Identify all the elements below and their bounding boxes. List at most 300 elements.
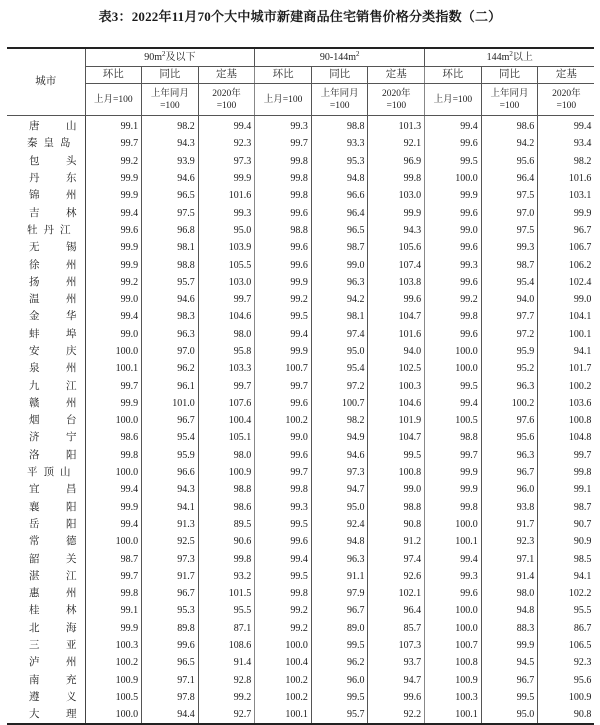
index-value: 99.6 bbox=[255, 239, 312, 256]
city-name: 锦州 bbox=[7, 187, 85, 204]
index-value: 99.6 bbox=[255, 256, 312, 273]
index-value: 95.8 bbox=[198, 343, 255, 360]
index-value: 87.1 bbox=[198, 620, 255, 637]
index-value: 104.7 bbox=[368, 308, 425, 325]
index-value: 96.4 bbox=[481, 170, 538, 187]
index-value: 100.2 bbox=[255, 412, 312, 429]
index-value: 97.3 bbox=[198, 153, 255, 170]
index-value: 95.0 bbox=[481, 706, 538, 724]
index-value: 98.6 bbox=[198, 499, 255, 516]
index-value: 99.0 bbox=[573, 294, 592, 306]
city-name: 吉林 bbox=[7, 204, 85, 221]
city-name: 泉州 bbox=[7, 360, 85, 377]
index-value: 96.3 bbox=[481, 377, 538, 394]
index-value: 104.7 bbox=[368, 429, 425, 446]
index-value: 99.4 bbox=[85, 516, 142, 533]
index-value: 94.7 bbox=[368, 672, 425, 689]
index-value: 101.5 bbox=[198, 585, 255, 602]
table-row bbox=[7, 377, 594, 394]
base-label-line: =100 bbox=[556, 100, 577, 111]
table-row bbox=[7, 135, 594, 152]
index-value: 94.8 bbox=[311, 170, 368, 187]
index-value: 100.0 bbox=[85, 464, 142, 481]
index-value: 99.3 bbox=[481, 239, 538, 256]
table-row bbox=[7, 672, 594, 689]
index-value: 93.3 bbox=[311, 135, 368, 152]
index-value: 99.7 bbox=[255, 464, 312, 481]
index-value: 99.9 bbox=[573, 207, 592, 219]
index-value: 99.9 bbox=[85, 187, 142, 204]
city-name: 常德 bbox=[7, 533, 85, 550]
index-value: 99.4 bbox=[573, 121, 592, 133]
index-value: 99.4 bbox=[425, 550, 482, 567]
index-value: 99.6 bbox=[425, 204, 482, 221]
index-value: 92.3 bbox=[481, 533, 538, 550]
index-value: 99.4 bbox=[255, 326, 312, 343]
index-value: 94.7 bbox=[311, 481, 368, 498]
index-value: 94.3 bbox=[142, 481, 199, 498]
index-value: 100.3 bbox=[425, 689, 482, 706]
index-value: 93.8 bbox=[481, 499, 538, 516]
table-row bbox=[7, 153, 594, 170]
index-value: 99.2 bbox=[198, 689, 255, 706]
index-value: 104.8 bbox=[568, 432, 592, 444]
index-value: 89.8 bbox=[142, 620, 199, 637]
city-name: 包头 bbox=[7, 153, 85, 170]
index-value: 100.3 bbox=[368, 377, 425, 394]
index-value: 100.9 bbox=[425, 672, 482, 689]
base-label-line: =100 bbox=[160, 100, 180, 111]
index-value: 98.6 bbox=[85, 429, 142, 446]
index-value: 99.3 bbox=[255, 499, 312, 516]
index-value: 107.4 bbox=[368, 256, 425, 273]
index-value: 94.3 bbox=[142, 135, 199, 152]
index-value: 100.0 bbox=[85, 343, 142, 360]
index-value: 96.6 bbox=[142, 464, 199, 481]
index-value: 99.7 bbox=[425, 447, 482, 464]
index-value: 100.0 bbox=[85, 533, 142, 550]
index-value: 99.6 bbox=[142, 637, 199, 654]
index-value: 100.5 bbox=[85, 689, 142, 706]
index-value: 99.8 bbox=[85, 585, 142, 602]
city-name: 遵义 bbox=[7, 689, 85, 706]
table-row bbox=[7, 187, 594, 204]
index-value: 91.3 bbox=[142, 516, 199, 533]
group-header-small: $90m^2$及以下 bbox=[85, 48, 255, 67]
base-label-line: =100 bbox=[216, 100, 237, 111]
index-value: 98.2 bbox=[311, 412, 368, 429]
table-row bbox=[7, 602, 594, 619]
index-value: 95.3 bbox=[142, 602, 199, 619]
index-value: 99.8 bbox=[573, 467, 592, 479]
column-base-mom bbox=[425, 84, 482, 116]
index-value: 99.9 bbox=[85, 499, 142, 516]
index-value: 92.3 bbox=[198, 135, 255, 152]
index-value: 99.4 bbox=[425, 395, 482, 412]
index-value: 89.5 bbox=[198, 516, 255, 533]
index-value: 92.8 bbox=[198, 672, 255, 689]
index-value: 95.6 bbox=[481, 429, 538, 446]
base-label-line: 2020年 bbox=[212, 88, 241, 99]
index-value: 99.9 bbox=[85, 256, 142, 273]
index-value: 101.0 bbox=[142, 395, 199, 412]
index-value: 96.4 bbox=[311, 204, 368, 221]
index-value: 96.5 bbox=[311, 222, 368, 239]
index-value: 106.5 bbox=[568, 640, 592, 652]
base-label-line: =100 bbox=[386, 100, 407, 111]
index-value: 103.9 bbox=[198, 239, 255, 256]
index-value: 94.6 bbox=[311, 447, 368, 464]
index-value: 99.8 bbox=[85, 447, 142, 464]
index-value: 94.1 bbox=[573, 346, 592, 357]
index-value: 100.4 bbox=[198, 412, 255, 429]
index-value: 85.7 bbox=[368, 620, 425, 637]
index-value: 99.2 bbox=[255, 602, 312, 619]
index-value: 100.0 bbox=[425, 620, 482, 637]
index-value: 102.1 bbox=[368, 585, 425, 602]
index-value: 99.6 bbox=[85, 222, 142, 239]
index-value: 96.6 bbox=[311, 187, 368, 204]
index-value: 101.6 bbox=[198, 187, 255, 204]
index-value: 92.4 bbox=[311, 516, 368, 533]
city-name: 北海 bbox=[7, 620, 85, 637]
column-header-yoy: 同比 bbox=[311, 67, 368, 84]
table-row bbox=[7, 464, 594, 481]
index-value: 98.1 bbox=[142, 239, 199, 256]
index-value: 98.0 bbox=[481, 585, 538, 602]
index-value: 100.1 bbox=[85, 360, 142, 377]
table-row bbox=[7, 274, 594, 291]
index-value: 102.2 bbox=[568, 588, 592, 600]
city-name: 桂林 bbox=[7, 602, 85, 619]
table-row bbox=[7, 291, 594, 308]
index-value: 99.7 bbox=[198, 377, 255, 394]
index-value: 103.0 bbox=[368, 187, 425, 204]
index-value: 99.9 bbox=[368, 204, 425, 221]
index-value: 91.4 bbox=[481, 568, 538, 585]
index-value: 96.5 bbox=[142, 654, 199, 671]
index-value: 100.2 bbox=[85, 654, 142, 671]
table-row bbox=[7, 516, 594, 533]
index-value: 96.0 bbox=[481, 481, 538, 498]
index-value: 99.0 bbox=[425, 222, 482, 239]
base-label-line: 上年同月 bbox=[490, 88, 529, 99]
index-value: 99.8 bbox=[368, 170, 425, 187]
index-value: 99.5 bbox=[311, 689, 368, 706]
index-value: 99.2 bbox=[85, 274, 142, 291]
index-value: 93.4 bbox=[573, 138, 592, 150]
index-value: 99.9 bbox=[198, 170, 255, 187]
city-name: 安庆 bbox=[7, 343, 85, 360]
index-value: 104.1 bbox=[568, 311, 592, 323]
index-value: 100.9 bbox=[198, 464, 255, 481]
index-value: 96.7 bbox=[481, 464, 538, 481]
index-value: 91.7 bbox=[481, 516, 538, 533]
table-row bbox=[7, 326, 594, 343]
index-value: 94.0 bbox=[481, 291, 538, 308]
index-value: 99.0 bbox=[85, 326, 142, 343]
index-value: 99.8 bbox=[255, 153, 312, 170]
table-row bbox=[7, 568, 594, 585]
index-value: 95.7 bbox=[311, 706, 368, 724]
city-name: 襄阳 bbox=[7, 499, 85, 516]
index-value: 99.7 bbox=[255, 377, 312, 394]
index-value: 96.7 bbox=[142, 585, 199, 602]
index-value: 100.9 bbox=[85, 672, 142, 689]
index-value: 90.7 bbox=[573, 518, 592, 530]
base-label-line: 2020年 bbox=[382, 88, 411, 99]
index-value: 100.2 bbox=[255, 672, 312, 689]
column-base-yoy bbox=[311, 84, 368, 116]
index-value: 95.5 bbox=[198, 602, 255, 619]
index-value: 99.4 bbox=[255, 550, 312, 567]
index-value: 100.7 bbox=[425, 637, 482, 654]
index-value: 99.9 bbox=[85, 620, 142, 637]
base-label-line: =100 bbox=[499, 100, 520, 111]
index-value: 100.8 bbox=[425, 654, 482, 671]
index-value: 98.5 bbox=[573, 553, 592, 565]
table-row bbox=[7, 447, 594, 464]
index-value: 100.0 bbox=[255, 637, 312, 654]
index-value: 97.0 bbox=[142, 343, 199, 360]
index-value: 97.7 bbox=[481, 308, 538, 325]
table-row bbox=[7, 343, 594, 360]
index-value: 99.9 bbox=[255, 343, 312, 360]
index-value: 94.8 bbox=[311, 533, 368, 550]
table-title: 表3：2022年11月70个大中城市新建商品住宅销售价格分类指数（二） bbox=[98, 9, 502, 24]
index-value: 100.0 bbox=[425, 516, 482, 533]
column-header-fixed: 定基 bbox=[368, 67, 425, 84]
city-name: 扬州 bbox=[7, 274, 85, 291]
index-value: 98.8 bbox=[198, 481, 255, 498]
city-name: 徐州 bbox=[7, 256, 85, 273]
city-name: 九江 bbox=[7, 377, 85, 394]
index-value: 99.5 bbox=[255, 516, 312, 533]
price-index-table bbox=[7, 47, 594, 725]
index-value: 100.1 bbox=[568, 328, 592, 340]
index-value: 99.2 bbox=[425, 291, 482, 308]
index-value: 99.3 bbox=[425, 256, 482, 273]
city-name: 韶关 bbox=[7, 550, 85, 567]
column-header-city: 城市 bbox=[7, 48, 85, 116]
index-value: 97.3 bbox=[311, 464, 368, 481]
index-value: 99.4 bbox=[85, 481, 142, 498]
index-value: 100.1 bbox=[425, 533, 482, 550]
index-value: 97.0 bbox=[481, 204, 538, 221]
index-value: 98.8 bbox=[368, 499, 425, 516]
index-value: 95.4 bbox=[311, 360, 368, 377]
index-value: 97.1 bbox=[481, 550, 538, 567]
group-header-large: $144m^2$以上 bbox=[425, 48, 595, 67]
index-value: 96.2 bbox=[142, 360, 199, 377]
column-base-yoy bbox=[142, 84, 199, 116]
index-value: 95.4 bbox=[481, 274, 538, 291]
index-value: 99.2 bbox=[255, 291, 312, 308]
index-value: 99.5 bbox=[255, 308, 312, 325]
index-value: 95.6 bbox=[481, 153, 538, 170]
index-value: 94.6 bbox=[142, 170, 199, 187]
index-value: 98.2 bbox=[142, 116, 199, 136]
index-value: 100.5 bbox=[425, 412, 482, 429]
column-base-mom bbox=[255, 84, 312, 116]
column-header-fixed: 定基 bbox=[198, 67, 255, 84]
base-label-line: 上月=100 bbox=[433, 94, 473, 105]
index-value: 92.7 bbox=[198, 706, 255, 724]
index-value: 99.9 bbox=[425, 464, 482, 481]
city-name: 南充 bbox=[7, 672, 85, 689]
index-value: 104.6 bbox=[368, 395, 425, 412]
index-value: 99.7 bbox=[85, 568, 142, 585]
index-value: 96.3 bbox=[481, 447, 538, 464]
index-value: 97.9 bbox=[311, 585, 368, 602]
table-row bbox=[7, 204, 594, 221]
index-value: 97.2 bbox=[311, 377, 368, 394]
index-value: 99.6 bbox=[255, 395, 312, 412]
table-row bbox=[7, 170, 594, 187]
index-value: 95.4 bbox=[142, 429, 199, 446]
index-value: 94.2 bbox=[481, 135, 538, 152]
index-value: 108.6 bbox=[198, 637, 255, 654]
index-value: 99.8 bbox=[255, 585, 312, 602]
index-value: 99.8 bbox=[425, 499, 482, 516]
index-value: 96.7 bbox=[573, 224, 592, 236]
base-label-line: =100 bbox=[329, 100, 350, 111]
index-value: 95.0 bbox=[311, 499, 368, 516]
group-header-medium: $90-144m^2$ bbox=[255, 48, 425, 67]
index-value: 91.7 bbox=[142, 568, 199, 585]
city-name: 平顶山 bbox=[7, 464, 85, 481]
index-value: 101.9 bbox=[368, 412, 425, 429]
index-value: 99.8 bbox=[425, 308, 482, 325]
index-value: 99.8 bbox=[255, 170, 312, 187]
index-value: 99.3 bbox=[255, 116, 312, 136]
index-value: 105.5 bbox=[198, 256, 255, 273]
index-value: 99.6 bbox=[425, 239, 482, 256]
index-value: 97.4 bbox=[368, 550, 425, 567]
index-value: 100.7 bbox=[255, 360, 312, 377]
table-row bbox=[7, 550, 594, 567]
city-name: 烟台 bbox=[7, 412, 85, 429]
index-value: 99.9 bbox=[85, 170, 142, 187]
index-value: 99.7 bbox=[198, 291, 255, 308]
index-value: 100.8 bbox=[568, 415, 592, 427]
table-row bbox=[7, 499, 594, 516]
index-value: 94.6 bbox=[142, 291, 199, 308]
column-base-fixed bbox=[198, 84, 255, 116]
index-value: 99.8 bbox=[255, 481, 312, 498]
table-row bbox=[7, 395, 594, 412]
index-value: 99.9 bbox=[85, 239, 142, 256]
index-value: 96.7 bbox=[142, 412, 199, 429]
index-value: 96.0 bbox=[311, 672, 368, 689]
index-value: 99.1 bbox=[85, 116, 142, 136]
index-value: 95.6 bbox=[573, 674, 592, 686]
index-value: 100.2 bbox=[568, 380, 592, 392]
index-value: 103.1 bbox=[568, 190, 592, 202]
column-header-mom: 环比 bbox=[85, 67, 142, 84]
city-name: 温州 bbox=[7, 291, 85, 308]
table-row bbox=[7, 689, 594, 706]
base-label-line: 2020年 bbox=[552, 88, 581, 99]
table-row bbox=[7, 585, 594, 602]
index-value: 98.8 bbox=[255, 222, 312, 239]
index-value: 102.4 bbox=[568, 276, 592, 288]
index-value: 99.2 bbox=[85, 153, 142, 170]
index-value: 99.7 bbox=[85, 377, 142, 394]
index-value: 99.5 bbox=[311, 637, 368, 654]
index-value: 99.3 bbox=[425, 568, 482, 585]
index-value: 102.5 bbox=[368, 360, 425, 377]
table-row bbox=[7, 256, 594, 273]
index-value: 91.2 bbox=[368, 533, 425, 550]
index-value: 95.7 bbox=[142, 274, 199, 291]
index-value: 100.0 bbox=[85, 412, 142, 429]
index-value: 100.0 bbox=[85, 706, 142, 724]
index-value: 97.4 bbox=[311, 326, 368, 343]
index-value: 100.0 bbox=[425, 602, 482, 619]
index-value: 93.7 bbox=[368, 654, 425, 671]
index-value: 99.5 bbox=[425, 153, 482, 170]
table-row bbox=[7, 481, 594, 498]
index-value: 107.3 bbox=[368, 637, 425, 654]
index-value: 96.4 bbox=[368, 602, 425, 619]
table-body bbox=[7, 116, 594, 725]
index-value: 97.5 bbox=[481, 222, 538, 239]
index-value: 86.7 bbox=[573, 622, 592, 634]
index-value: 99.1 bbox=[573, 484, 592, 496]
table-row bbox=[7, 620, 594, 637]
index-value: 105.1 bbox=[198, 429, 255, 446]
city-name: 无锡 bbox=[7, 239, 85, 256]
index-value: 99.6 bbox=[368, 291, 425, 308]
column-base-fixed bbox=[368, 84, 425, 116]
index-value: 96.3 bbox=[311, 550, 368, 567]
index-value: 107.6 bbox=[198, 395, 255, 412]
index-value: 101.6 bbox=[568, 173, 592, 185]
index-value: 101.3 bbox=[368, 116, 425, 136]
index-value: 98.7 bbox=[311, 239, 368, 256]
index-value: 103.6 bbox=[568, 397, 592, 409]
index-value: 99.1 bbox=[85, 602, 142, 619]
column-base-mom bbox=[85, 84, 142, 116]
column-header-yoy: 同比 bbox=[142, 67, 199, 84]
index-value: 98.7 bbox=[573, 501, 592, 513]
index-value: 99.9 bbox=[481, 637, 538, 654]
index-value: 99.8 bbox=[255, 187, 312, 204]
index-value: 92.3 bbox=[573, 657, 592, 669]
index-value: 93.2 bbox=[198, 568, 255, 585]
index-value: 99.6 bbox=[255, 447, 312, 464]
column-header-mom: 环比 bbox=[425, 67, 482, 84]
index-value: 95.0 bbox=[198, 222, 255, 239]
index-value: 97.6 bbox=[481, 412, 538, 429]
index-value: 98.8 bbox=[425, 429, 482, 446]
table-row bbox=[7, 654, 594, 671]
index-value: 99.9 bbox=[425, 481, 482, 498]
base-label-line: 上月=100 bbox=[263, 94, 303, 105]
city-name: 大理 bbox=[7, 706, 85, 724]
index-value: 99.8 bbox=[198, 550, 255, 567]
index-value: 99.6 bbox=[425, 585, 482, 602]
column-header-fixed: 定基 bbox=[538, 67, 595, 84]
city-name: 湛江 bbox=[7, 568, 85, 585]
index-value: 100.1 bbox=[255, 706, 312, 724]
index-value: 97.3 bbox=[142, 550, 199, 567]
index-value: 88.3 bbox=[481, 620, 538, 637]
index-value: 92.5 bbox=[142, 533, 199, 550]
index-value: 99.9 bbox=[85, 395, 142, 412]
index-value: 99.6 bbox=[255, 204, 312, 221]
